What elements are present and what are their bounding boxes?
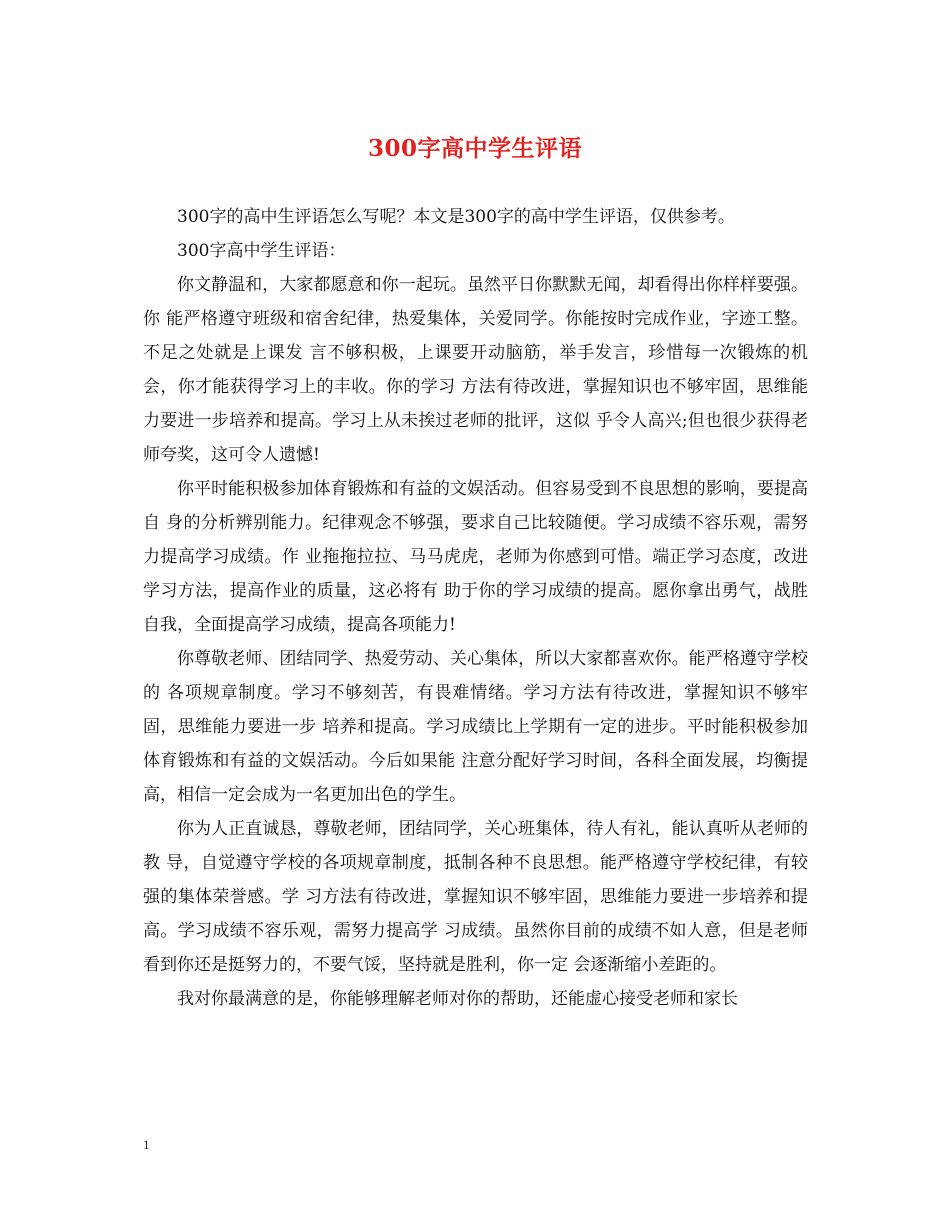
comment-paragraph: 你尊敬老师、团结同学、热爱劳动、关心集体，所以大家都喜欢你。能严格遵守学校的 各项规章制度。学习不够刻苦，有畏难情绪。学习方法有待改进，掌握知识不够牢固，思维能力要进一步 培养和提高。学习成绩比上学期有一定的进步。平时能积极参加体育锻炼和有益的文娱活动。今后如果能 注意分配好学习时间，各科全面发展，均衡提高，相信一定会成为一名更加出色的学生。 bbox=[143, 649, 808, 805]
section-heading: 300字高中学生评语： bbox=[177, 241, 346, 261]
document-body bbox=[143, 200, 808, 1016]
comment-paragraph: 我对你最满意的是，你能够理解老师对你的帮助，还能虚心接受老师和家长 bbox=[177, 989, 738, 1009]
page-number: 1 bbox=[143, 1137, 150, 1152]
comment-paragraph: 你为人正直诚恳，尊敬老师，团结同学，关心班集体，待人有礼，能认真听从老师的教 导，自觉遵守学校的各项规章制度，抵制各种不良思想。能严格遵守学校纪律，有较强的集体荣誉感。学 习方法有待改进，掌握知识不够牢固，思维能力要进一步培养和提高。学习成绩不容乐观，需努力提高学 习成绩。虽然你目前的成绩不如人意，但是老师看到你还是挺努力的，不要气馁，坚持就是胜利，你一定 会逐渐缩小差距的。 bbox=[143, 819, 808, 975]
comment-paragraph: 你平时能积极参加体育锻炼和有益的文娱活动。但容易受到不良思想的影响，要提高自 身的分析辨别能力。纪律观念不够强，要求自己比较随便。学习成绩不容乐观，需努力提高学习成绩。作 业拖拖拉拉、马马虎虎，老师为你感到可惜。端正学习态度，改进学习方法，提高作业的质量，这必将有 助于你的学习成绩的提高。愿你拿出勇气，战胜自我，全面提高学习成绩，提高各项能力! bbox=[143, 479, 808, 635]
intro-paragraph: 300字的高中生评语怎么写呢？本文是300字的高中学生评语，仅供参考。 bbox=[177, 207, 735, 227]
document-title: 300字高中学生评语 bbox=[367, 135, 582, 162]
comment-paragraph: 你文静温和，大家都愿意和你一起玩。虽然平日你默默无闻，却看得出你样样要强。你 能严格遵守班级和宿舍纪律，热爱集体，关爱同学。你能按时完成作业，字迹工整。不足之处就是上课发 言不够积极，上课要开动脑筋，举手发言，珍惜每一次锻炼的机会，你才能获得学习上的丰收。你的学习 方法有待改进，掌握知识也不够牢固，思维能力要进一步培养和提高。学习上从未挨过老师的批评，这似 乎令人高兴;但也很少获得老师夸奖，这可令人遗憾! bbox=[143, 275, 808, 465]
